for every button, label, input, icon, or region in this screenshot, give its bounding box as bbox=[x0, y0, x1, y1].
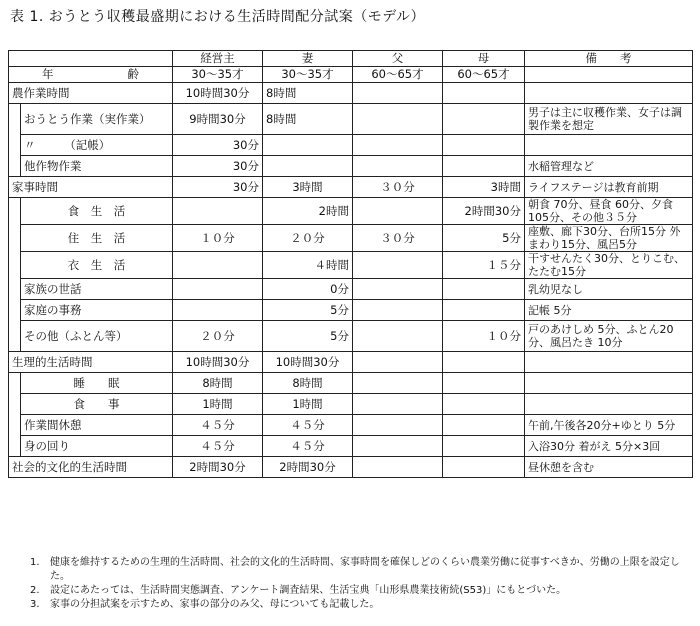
cell bbox=[443, 104, 525, 135]
cell bbox=[443, 457, 525, 478]
row-label: 衣 生 活 bbox=[21, 252, 173, 279]
age-remarks bbox=[525, 67, 693, 83]
time-allocation-table bbox=[8, 50, 693, 478]
cell bbox=[443, 436, 525, 457]
table-row bbox=[9, 225, 693, 252]
age-wife: 30〜35才 bbox=[263, 67, 353, 83]
note-cell bbox=[525, 394, 693, 415]
table-row bbox=[9, 135, 693, 156]
table-row bbox=[9, 436, 693, 457]
row-label: 睡 眠 bbox=[21, 373, 173, 394]
cell: 3時間 bbox=[443, 177, 525, 198]
cell bbox=[353, 252, 443, 279]
cell: 30分 bbox=[173, 135, 263, 156]
cell bbox=[353, 156, 443, 177]
footnotes bbox=[30, 556, 690, 612]
cell bbox=[443, 415, 525, 436]
cell: 8時間 bbox=[263, 104, 353, 135]
header-father: 父 bbox=[353, 51, 443, 67]
cell bbox=[353, 352, 443, 373]
cell: 30分 bbox=[173, 177, 263, 198]
cell: 8時間 bbox=[263, 373, 353, 394]
note-cell bbox=[525, 352, 693, 373]
cell bbox=[443, 135, 525, 156]
row-label: 他作物作業 bbox=[21, 156, 173, 177]
cell: 2時間30分 bbox=[173, 457, 263, 478]
cell: 1時間 bbox=[173, 394, 263, 415]
cell bbox=[443, 300, 525, 321]
cell bbox=[353, 300, 443, 321]
age-label: 年 齢 bbox=[9, 67, 173, 83]
cell: 2時間30分 bbox=[263, 457, 353, 478]
cell bbox=[353, 104, 443, 135]
note-cell: 戸のあけしめ 5分、ふとん20分、風呂たき 10分 bbox=[525, 321, 693, 352]
note-cell: 座敷、廊下30分、台所15分 外まわり15分、風呂5分 bbox=[525, 225, 693, 252]
cell bbox=[443, 352, 525, 373]
row-label: 身の回り bbox=[21, 436, 173, 457]
cell bbox=[443, 279, 525, 300]
footnote bbox=[30, 598, 690, 612]
note-cell: 午前,午後各20分+ゆとり 5分 bbox=[525, 415, 693, 436]
indent bbox=[9, 252, 21, 279]
cell: 3時間 bbox=[263, 177, 353, 198]
cell: 10時間30分 bbox=[173, 83, 263, 104]
note-cell bbox=[525, 373, 693, 394]
indent bbox=[9, 321, 21, 352]
cell bbox=[353, 457, 443, 478]
row-label: 生理的生活時間 bbox=[9, 352, 173, 373]
cell bbox=[263, 135, 353, 156]
indent bbox=[9, 156, 21, 177]
table-row bbox=[9, 279, 693, 300]
indent bbox=[9, 198, 21, 225]
footnote-text: 家事の分担試案を示すため、家事の部分のみ父、母についても記載した。 bbox=[50, 599, 380, 610]
indent bbox=[9, 225, 21, 252]
note-cell: 昼休憩を含む bbox=[525, 457, 693, 478]
indent bbox=[9, 373, 21, 394]
row-label: 食 生 活 bbox=[21, 198, 173, 225]
cell: 5分 bbox=[443, 225, 525, 252]
cell: １５分 bbox=[443, 252, 525, 279]
note-cell bbox=[525, 83, 693, 104]
cell: ４時間 bbox=[263, 252, 353, 279]
cell bbox=[353, 198, 443, 225]
cell: ４５分 bbox=[173, 415, 263, 436]
cell: ２０分 bbox=[173, 321, 263, 352]
cell: 10時間30分 bbox=[263, 352, 353, 373]
note-cell: 男子は主に収穫作業、女子は調製作業を想定 bbox=[525, 104, 693, 135]
footnote-number: 3. bbox=[30, 599, 40, 610]
row-label: 家事時間 bbox=[9, 177, 173, 198]
cell bbox=[443, 156, 525, 177]
table-row bbox=[9, 394, 693, 415]
note-cell: 水稲管理など bbox=[525, 156, 693, 177]
note-cell: ライフステージは教育前期 bbox=[525, 177, 693, 198]
cell: ４５分 bbox=[263, 415, 353, 436]
cell: ３０分 bbox=[353, 225, 443, 252]
cell: １０分 bbox=[443, 321, 525, 352]
cell: 9時間30分 bbox=[173, 104, 263, 135]
table-row bbox=[9, 373, 693, 394]
cell: 1時間 bbox=[263, 394, 353, 415]
row-label: 〃 （記帳） bbox=[21, 135, 173, 156]
table-row bbox=[9, 300, 693, 321]
header-wife: 妻 bbox=[263, 51, 353, 67]
header-manager: 経営主 bbox=[173, 51, 263, 67]
row-label: 住 生 活 bbox=[21, 225, 173, 252]
note-cell: 乳幼児なし bbox=[525, 279, 693, 300]
cell bbox=[443, 373, 525, 394]
footnote-text: 健康を維持するための生理的生活時間、社会的文化的生活時間、家事時間を確保しどのくらい農業労働に従事すべきか、労働の上限を設定した。 bbox=[50, 557, 680, 582]
note-cell: 朝食 70分、昼食 60分、夕食105分、その他３５分 bbox=[525, 198, 693, 225]
table-row bbox=[9, 252, 693, 279]
indent bbox=[9, 104, 21, 135]
row-label: 作業間休憩 bbox=[21, 415, 173, 436]
note-cell: 干すせんたく30分、とりこむ、たたむ15分 bbox=[525, 252, 693, 279]
table-row bbox=[9, 177, 693, 198]
indent bbox=[9, 279, 21, 300]
indent bbox=[9, 415, 21, 436]
table-row bbox=[9, 104, 693, 135]
note-cell bbox=[525, 135, 693, 156]
cell: 8時間 bbox=[173, 373, 263, 394]
table-row bbox=[9, 352, 693, 373]
age-father: 60〜65才 bbox=[353, 67, 443, 83]
cell bbox=[173, 300, 263, 321]
cell: ３０分 bbox=[353, 177, 443, 198]
cell: 2時間 bbox=[263, 198, 353, 225]
cell: 0分 bbox=[263, 279, 353, 300]
cell bbox=[173, 198, 263, 225]
footnote-number: 2. bbox=[30, 585, 40, 596]
age-mother: 60〜65才 bbox=[443, 67, 525, 83]
indent bbox=[9, 436, 21, 457]
cell bbox=[443, 83, 525, 104]
cell: １０分 bbox=[173, 225, 263, 252]
header-remarks: 備 考 bbox=[525, 51, 693, 67]
age-manager: 30〜35才 bbox=[173, 67, 263, 83]
footnote-number: 1. bbox=[30, 557, 40, 568]
row-label: 家族の世話 bbox=[21, 279, 173, 300]
table-title: 表 1. おうとう収穫最盛期における生活時間配分試案（モデル） bbox=[10, 9, 426, 25]
cell: ４５分 bbox=[263, 436, 353, 457]
cell: ２０分 bbox=[263, 225, 353, 252]
footnote-text: 設定にあたっては、生活時間実態調査、アンケート調査結果、生活宝典「山形県農業技術続(S53)」にもとづいた。 bbox=[50, 585, 567, 596]
table-row bbox=[9, 321, 693, 352]
table-row bbox=[9, 457, 693, 478]
table-row bbox=[9, 83, 693, 104]
cell bbox=[353, 279, 443, 300]
indent bbox=[9, 135, 21, 156]
footnote bbox=[30, 584, 690, 598]
header-blank bbox=[9, 51, 173, 67]
cell bbox=[353, 135, 443, 156]
indent bbox=[9, 300, 21, 321]
note-cell: 記帳 5分 bbox=[525, 300, 693, 321]
cell: 5分 bbox=[263, 300, 353, 321]
cell bbox=[353, 436, 443, 457]
cell bbox=[353, 394, 443, 415]
cell: ４５分 bbox=[173, 436, 263, 457]
cell bbox=[173, 279, 263, 300]
note-cell: 入浴30分 着がえ 5分×3回 bbox=[525, 436, 693, 457]
cell bbox=[263, 156, 353, 177]
row-label: 家庭の事務 bbox=[21, 300, 173, 321]
cell bbox=[353, 321, 443, 352]
cell bbox=[353, 83, 443, 104]
row-label: 農作業時間 bbox=[9, 83, 173, 104]
cell: 5分 bbox=[263, 321, 353, 352]
cell: 30分 bbox=[173, 156, 263, 177]
cell bbox=[353, 415, 443, 436]
indent bbox=[9, 394, 21, 415]
cell: 8時間 bbox=[263, 83, 353, 104]
cell: 10時間30分 bbox=[173, 352, 263, 373]
row-label: 社会的文化的生活時間 bbox=[9, 457, 173, 478]
cell bbox=[443, 394, 525, 415]
header-mother: 母 bbox=[443, 51, 525, 67]
footnote bbox=[30, 556, 690, 584]
table-row bbox=[9, 156, 693, 177]
row-label: おうとう作業（実作業） bbox=[21, 104, 173, 135]
cell: 2時間30分 bbox=[443, 198, 525, 225]
row-label: その他（ふとん等） bbox=[21, 321, 173, 352]
row-label: 食 事 bbox=[21, 394, 173, 415]
age-row bbox=[9, 67, 693, 83]
cell bbox=[173, 252, 263, 279]
cell bbox=[353, 373, 443, 394]
table-row bbox=[9, 198, 693, 225]
table-row bbox=[9, 415, 693, 436]
header-row bbox=[9, 51, 693, 67]
